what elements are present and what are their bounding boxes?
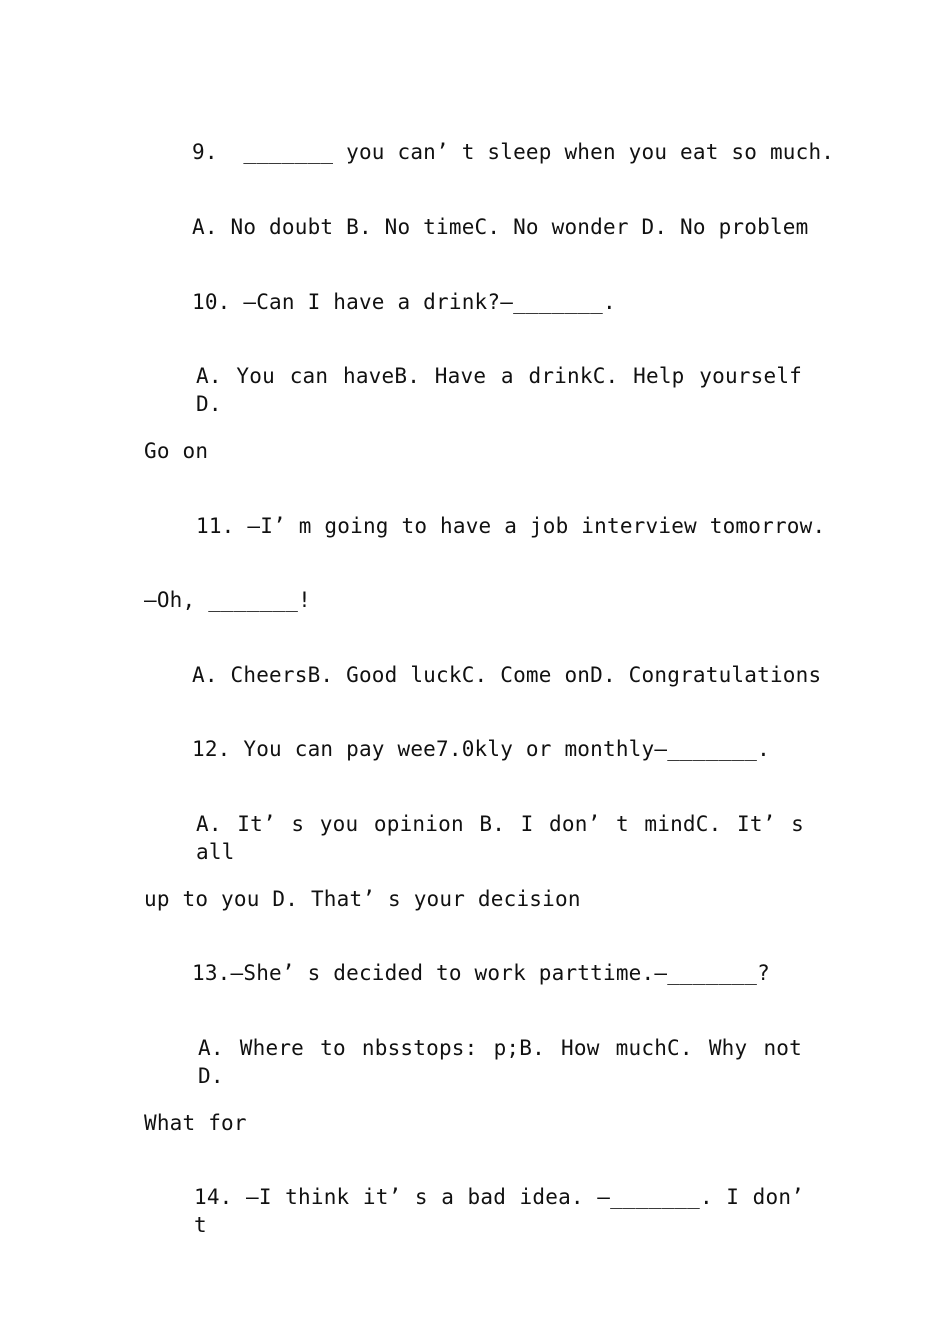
question-12: 12. You can pay wee7.0kly or monthly—_______. bbox=[192, 737, 770, 761]
question-10: 10. —Can I have a drink?—_______. bbox=[192, 290, 616, 314]
question-13-options-continued: What for bbox=[144, 1111, 247, 1135]
question-13-options: A. Where to nbsstops: p;B. How muchC. Why not D. bbox=[198, 1036, 802, 1088]
question-10-options: A. You can haveB. Have a drinkC. Help yourself D. bbox=[196, 364, 802, 416]
question-11: 11. —I’ m going to have a job interview tomorrow. bbox=[196, 514, 826, 538]
question-12-options: A. It’ s you opinion B. I don’ t mindC. It’ s all bbox=[196, 812, 804, 864]
question-13: 13.—She’ s decided to work parttime.—_______? bbox=[192, 961, 770, 985]
question-9: 9. _______ you can’ t sleep when you eat so much. bbox=[192, 140, 835, 164]
question-14: 14. —I think it’ s a bad idea. —_______. I don’ t bbox=[194, 1185, 804, 1237]
question-11-options: A. CheersB. Good luckC. Come onD. Congratulations bbox=[192, 663, 822, 687]
question-11-response: —Oh, _______! bbox=[144, 588, 311, 612]
question-9-options: A. No doubt B. No timeC. No wonder D. No problem bbox=[192, 215, 809, 239]
question-12-options-continued: up to you D. That’ s your decision bbox=[144, 887, 581, 911]
question-10-options-continued: Go on bbox=[144, 439, 209, 463]
